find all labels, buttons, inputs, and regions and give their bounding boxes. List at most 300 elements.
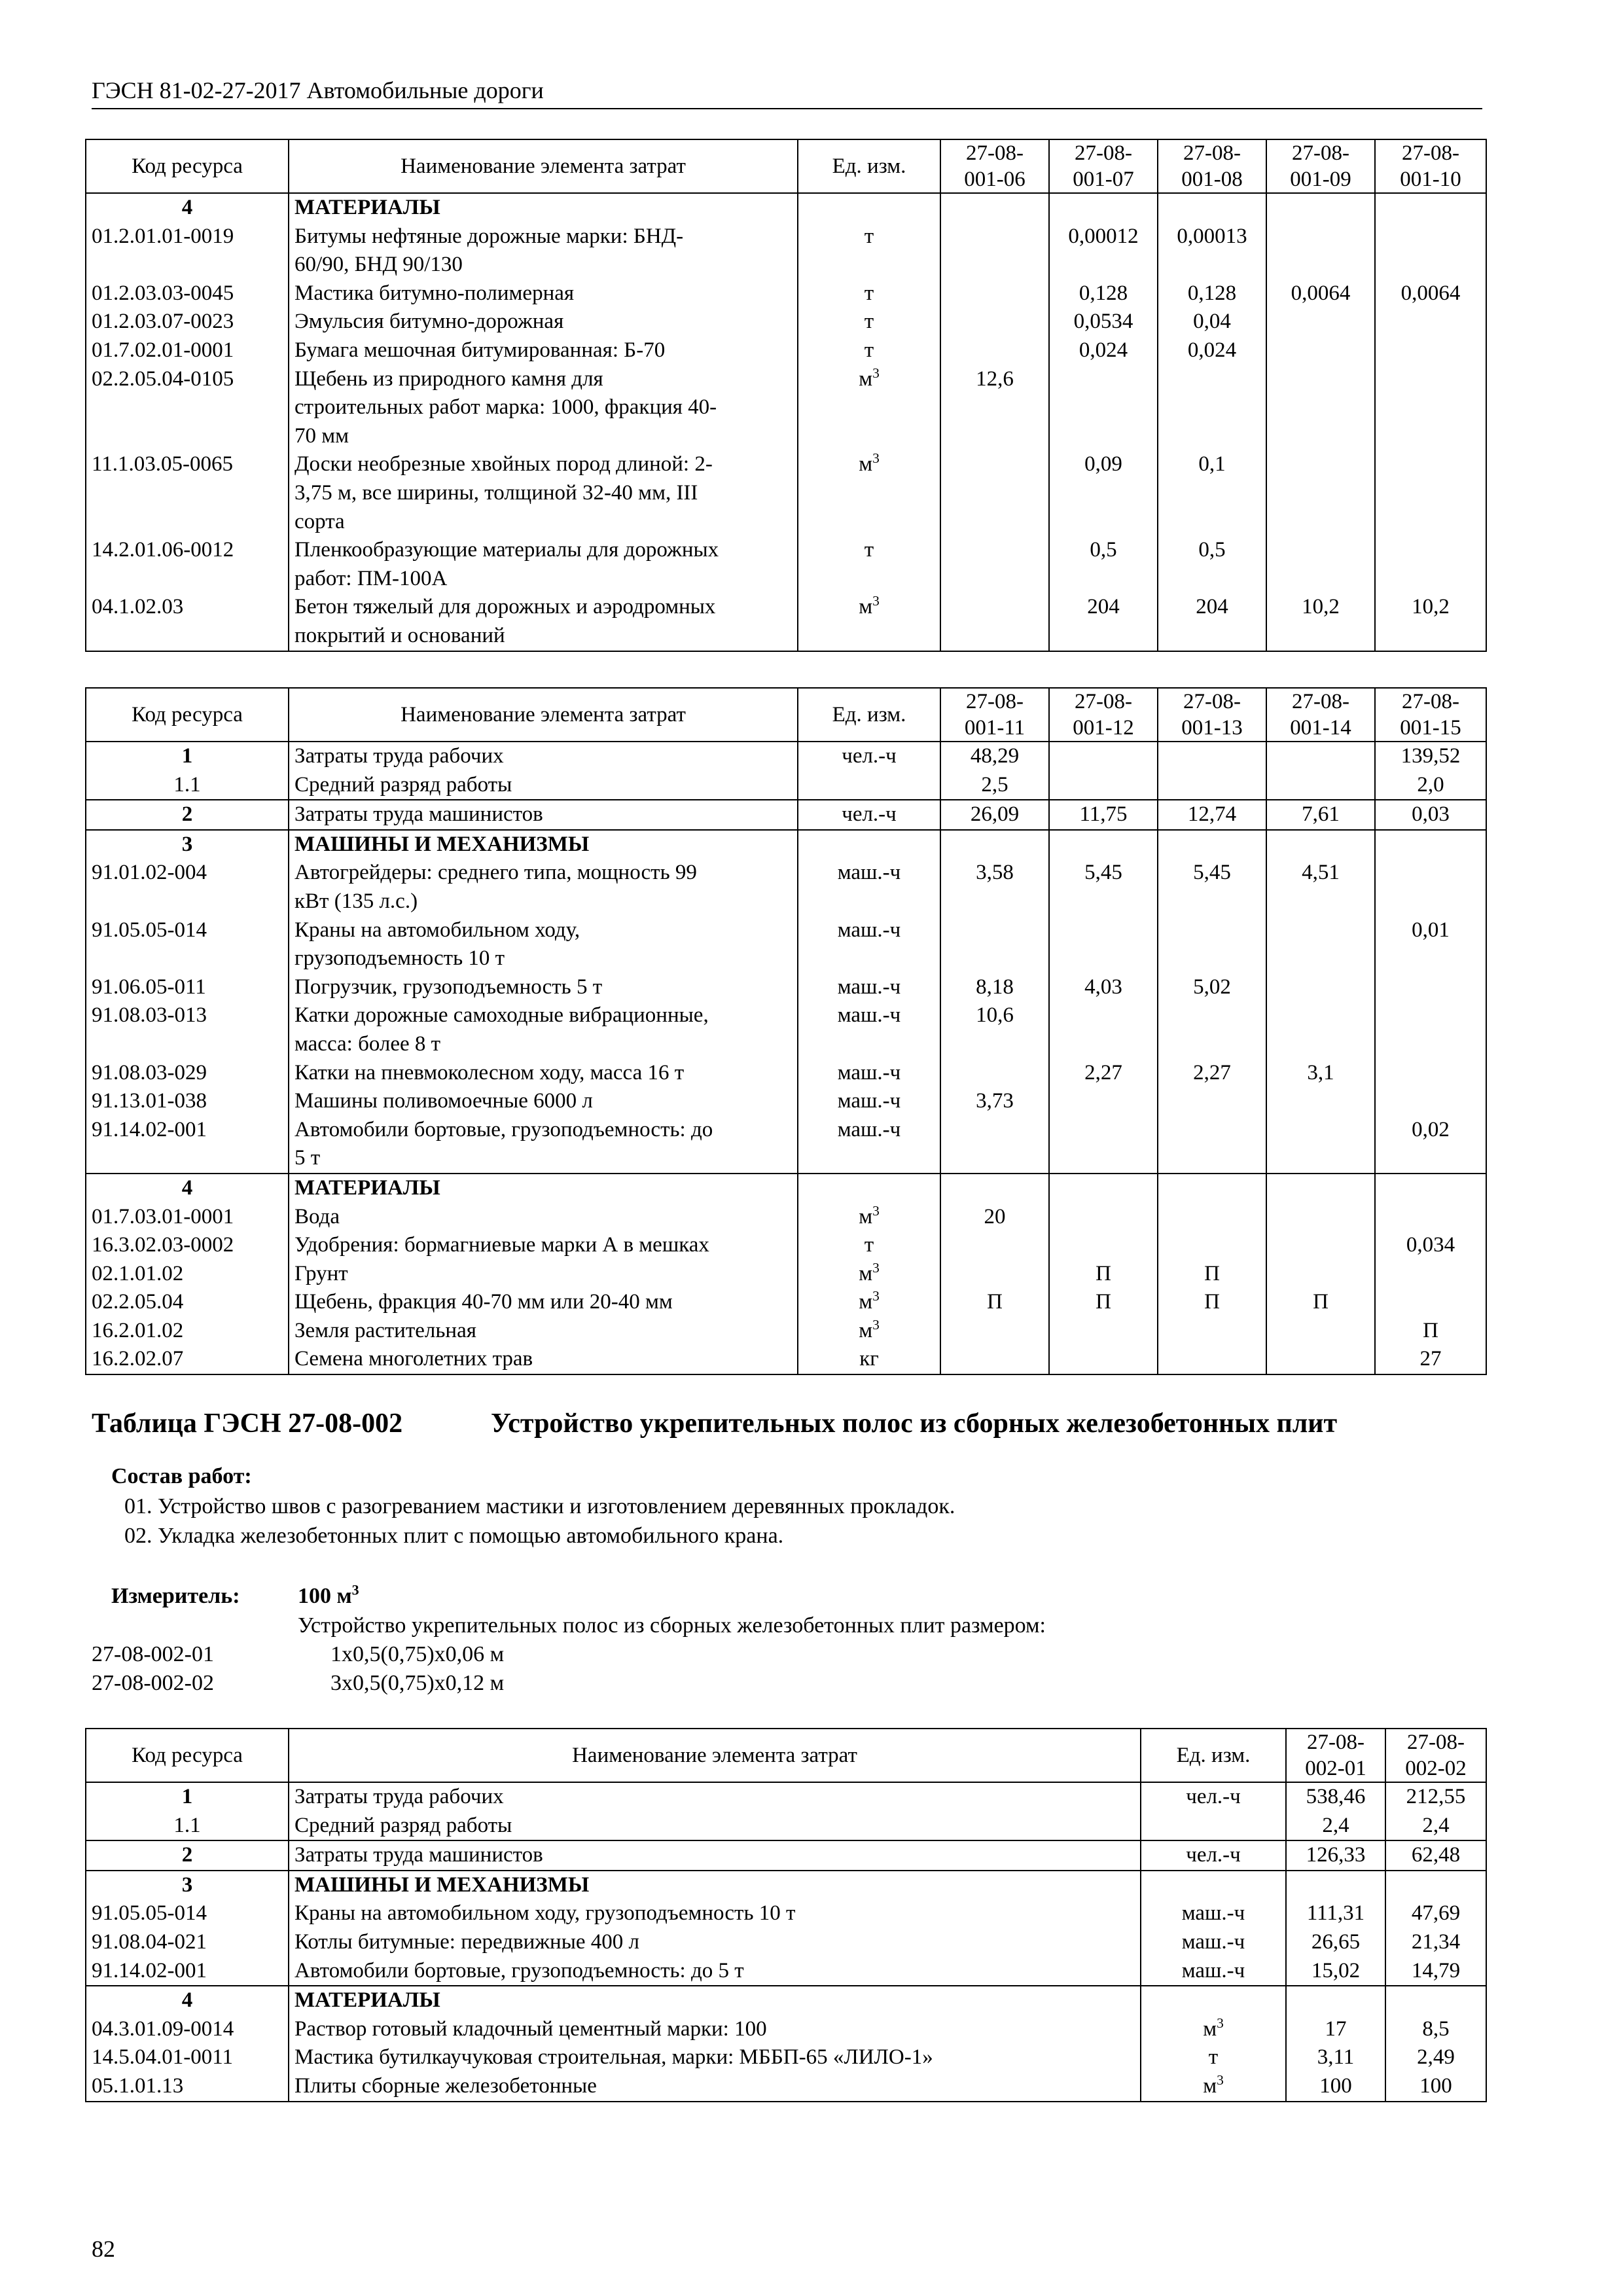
resource-code: 04.3.01.09-0014 (86, 2015, 289, 2044)
norm-value (1286, 1986, 1385, 2015)
variant-code: 27-08-002-01 (92, 1642, 214, 1666)
norm-value (1266, 365, 1375, 451)
norm-value: 111,31 (1286, 1899, 1385, 1928)
table-row (86, 1871, 1486, 1900)
norm-value: 0,0534 (1049, 308, 1158, 336)
norm-value: 26,65 (1286, 1928, 1385, 1957)
norm-value (940, 223, 1049, 279)
norm-value: 26,09 (940, 800, 1049, 830)
norm-value (1158, 1087, 1266, 1116)
resource-name: Автомобили бортовые, грузоподъемность: до 5 т (289, 1957, 1141, 1986)
norm-value (1375, 450, 1486, 536)
norm-value (1049, 1231, 1158, 1260)
resource-name: Пленкообразующие материалы для дорожных работ: ПМ-100А (289, 536, 798, 593)
norm-value (1286, 1871, 1385, 1900)
table-row (86, 916, 1486, 973)
norm-value (1266, 193, 1375, 223)
header-name: Наименование элемента затрат (289, 1729, 1141, 1782)
norm-value (1049, 742, 1158, 771)
norm-value (1375, 1203, 1486, 1232)
norm-value: 0,024 (1158, 336, 1266, 365)
resource-name: Краны на автомобильном ходу, грузоподъемность 10 т (289, 1899, 1141, 1928)
norm-value: 2,4 (1385, 1812, 1486, 1841)
resource-code: 3 (86, 1871, 289, 1900)
norm-value (1049, 1001, 1158, 1058)
table-row (86, 1001, 1486, 1058)
table-row (86, 1899, 1486, 1928)
resource-code: 3 (86, 830, 289, 859)
table-row (86, 1928, 1486, 1957)
resource-name: Затраты труда машинистов (289, 1840, 1141, 1871)
header-code: Код ресурса (86, 688, 289, 742)
resource-code: 2 (86, 1840, 289, 1871)
unit: маш.-ч (798, 973, 940, 1002)
norm-value (1266, 1260, 1375, 1289)
norm-value (1158, 1174, 1266, 1203)
resource-code: 91.13.01-038 (86, 1087, 289, 1116)
resource-code: 14.5.04.01-0011 (86, 2043, 289, 2072)
norm-value (940, 916, 1049, 973)
header-rate-code: 27-08- 001-06 (940, 139, 1049, 193)
norm-value: 2,27 (1158, 1059, 1266, 1088)
norm-value: 5,45 (1049, 859, 1158, 916)
header-row (86, 688, 1486, 742)
resource-name: Машины поливомоечные 6000 л (289, 1087, 798, 1116)
resource-code: 11.1.03.05-0065 (86, 450, 289, 536)
norm-value: 2,49 (1385, 2043, 1486, 2072)
resource-code: 1 (86, 742, 289, 771)
unit: маш.-ч (1141, 1899, 1286, 1928)
resource-name: Щебень из природного камня для строительных работ марка: 1000, фракция 40- 70 мм (289, 365, 798, 451)
norm-value (1375, 1087, 1486, 1116)
norm-value (1385, 1986, 1486, 2015)
norm-value (1049, 1087, 1158, 1116)
header-rate-code: 27-08- 001-09 (1266, 139, 1375, 193)
work-composition-heading: Состав работ: (111, 1464, 252, 1488)
resource-code: 4 (86, 1986, 289, 2015)
norm-value (1266, 1203, 1375, 1232)
resource-code: 4 (86, 1174, 289, 1203)
unit (798, 771, 940, 800)
norm-value: 15,02 (1286, 1957, 1385, 1986)
norm-value (1049, 830, 1158, 859)
table-row (86, 1059, 1486, 1088)
resource-name: Грунт (289, 1260, 798, 1289)
header-rate-code: 27-08- 001-11 (940, 688, 1049, 742)
norm-value: П (1049, 1288, 1158, 1317)
resource-code: 91.01.02-004 (86, 859, 289, 916)
norm-value (940, 450, 1049, 536)
norm-value (1158, 193, 1266, 223)
norm-value: 48,29 (940, 742, 1049, 771)
resource-code: 91.05.05-014 (86, 916, 289, 973)
norm-value (1158, 1317, 1266, 1346)
norm-value: 62,48 (1385, 1840, 1486, 1871)
norm-value: 2,0 (1375, 771, 1486, 800)
norm-value: 538,46 (1286, 1782, 1385, 1812)
table-row (86, 593, 1486, 651)
norm-value (940, 1059, 1049, 1088)
resource-name: Земля растительная (289, 1317, 798, 1346)
page-number: 82 (92, 2236, 115, 2262)
unit (798, 830, 940, 859)
resource-code: 91.08.04-021 (86, 1928, 289, 1957)
unit (1141, 1986, 1286, 2015)
norm-value (940, 193, 1049, 223)
norm-value (1049, 1174, 1158, 1203)
norm-value: 3,73 (940, 1087, 1049, 1116)
header-unit: Ед. изм. (798, 688, 940, 742)
table-row (86, 1782, 1486, 1812)
norm-value: 0,04 (1158, 308, 1266, 336)
norm-value (1049, 365, 1158, 451)
norm-value: 0,03 (1375, 800, 1486, 830)
norm-value (940, 1345, 1049, 1374)
unit: чел.-ч (1141, 1782, 1286, 1812)
resource-code: 02.2.05.04-0105 (86, 365, 289, 451)
norm-value: 0,5 (1158, 536, 1266, 593)
norm-value: 100 (1385, 2072, 1486, 2102)
resource-code: 91.08.03-029 (86, 1059, 289, 1088)
norm-value: 3,11 (1286, 2043, 1385, 2072)
norm-value: 0,024 (1049, 336, 1158, 365)
resource-code: 16.3.02.03-0002 (86, 1231, 289, 1260)
norm-value: 204 (1158, 593, 1266, 651)
norm-value: П (1158, 1288, 1266, 1317)
table-row (86, 830, 1486, 859)
norm-value (1158, 1116, 1266, 1174)
resource-code: 04.1.02.03 (86, 593, 289, 651)
norm-value (1049, 771, 1158, 800)
unit: т (798, 1231, 940, 1260)
norm-value (1158, 771, 1266, 800)
resource-name: МАТЕРИАЛЫ (289, 1174, 798, 1203)
unit: $м^3$ (798, 1288, 940, 1317)
unit: т (1141, 2043, 1286, 2072)
norm-value: 2,5 (940, 771, 1049, 800)
norm-value (1266, 830, 1375, 859)
resource-name: МАТЕРИАЛЫ (289, 193, 798, 223)
resource-name: Катки на пневмоколесном ходу, масса 16 т (289, 1059, 798, 1088)
resource-code: 91.14.02-001 (86, 1116, 289, 1174)
resource-name: Битумы нефтяные дорожные марки: БНД- 60/90, БНД 90/130 (289, 223, 798, 279)
resource-name: Затраты труда рабочих (289, 1782, 1141, 1812)
header-rate-code: 27-08- 002-02 (1385, 1729, 1486, 1782)
unit: $м^3$ (798, 450, 940, 536)
norm-value: 0,09 (1049, 450, 1158, 536)
measure-value: 100 $м^3$ (298, 1581, 359, 1608)
norm-value: 212,55 (1385, 1782, 1486, 1812)
header-code: Код ресурса (86, 139, 289, 193)
table-row (86, 1231, 1486, 1260)
norm-value (1049, 1203, 1158, 1232)
norm-value (1375, 1059, 1486, 1088)
norm-value (1158, 916, 1266, 973)
header-rate-code: 27-08- 001-08 (1158, 139, 1266, 193)
unit: маш.-ч (798, 916, 940, 973)
unit: $м^3$ (1141, 2015, 1286, 2044)
norm-value: 20 (940, 1203, 1049, 1232)
resource-code: 01.7.02.01-0001 (86, 336, 289, 365)
norm-value: 47,69 (1385, 1899, 1486, 1928)
table-row (86, 1986, 1486, 2015)
resources-table-001-06-10 (85, 139, 1487, 652)
norm-value (1158, 1001, 1266, 1058)
norm-value (1375, 1001, 1486, 1058)
norm-value: 10,2 (1266, 593, 1375, 651)
resource-code: 01.2.03.07-0023 (86, 308, 289, 336)
table-row (86, 536, 1486, 593)
variant-code: 27-08-002-02 (92, 1671, 214, 1695)
resource-code: 91.08.03-013 (86, 1001, 289, 1058)
norm-value: 0,128 (1158, 279, 1266, 308)
norm-value (1158, 1231, 1266, 1260)
resource-name: Вода (289, 1203, 798, 1232)
norm-value: 14,79 (1385, 1957, 1486, 1986)
norm-value (940, 593, 1049, 651)
norm-value: 0,00012 (1049, 223, 1158, 279)
norm-value: П (940, 1288, 1049, 1317)
norm-value (1375, 536, 1486, 593)
work-composition-item: 01. Устройство швов с разогреванием мастики и изготовлением деревянных прокладок. (124, 1494, 955, 1518)
norm-value (1375, 973, 1486, 1002)
table-row (86, 859, 1486, 916)
resource-name: Затраты труда машинистов (289, 800, 798, 830)
resource-name: Погрузчик, грузоподъемность 5 т (289, 973, 798, 1002)
norm-value: 0,0064 (1266, 279, 1375, 308)
work-composition-item: 02. Укладка железобетонных плит с помощью автомобильного крана. (124, 1524, 784, 1548)
table-row (86, 1812, 1486, 1841)
header-unit: Ед. изм. (1141, 1729, 1286, 1782)
resource-name: Катки дорожные самоходные вибрационные, масса: более 8 т (289, 1001, 798, 1058)
resource-name: Мастика бутилкаучуковая строительная, марки: МББП-65 «ЛИЛО-1» (289, 2043, 1141, 2072)
resource-name: Затраты труда рабочих (289, 742, 798, 771)
resource-code: 14.2.01.06-0012 (86, 536, 289, 593)
resource-code: 16.2.02.07 (86, 1345, 289, 1374)
unit (798, 1174, 940, 1203)
norm-value (940, 1260, 1049, 1289)
norm-value: 12,6 (940, 365, 1049, 451)
norm-value (1266, 1317, 1375, 1346)
resource-code: 91.14.02-001 (86, 1957, 289, 1986)
norm-value (1049, 1317, 1158, 1346)
table-row (86, 1116, 1486, 1174)
norm-value (1049, 1116, 1158, 1174)
resource-name: Средний разряд работы (289, 1812, 1141, 1841)
norm-value: П (1375, 1317, 1486, 1346)
norm-value: 4,51 (1266, 859, 1375, 916)
unit: маш.-ч (798, 1116, 940, 1174)
norm-value (1049, 1345, 1158, 1374)
resource-code: 4 (86, 193, 289, 223)
norm-value (1266, 223, 1375, 279)
norm-value (1375, 336, 1486, 365)
norm-value (1266, 536, 1375, 593)
header-rate-code: 27-08- 001-10 (1375, 139, 1486, 193)
resource-code: 2 (86, 800, 289, 830)
table-row (86, 1174, 1486, 1203)
unit: т (798, 308, 940, 336)
table-row (86, 800, 1486, 830)
table-row (86, 279, 1486, 308)
resource-code: 02.2.05.04 (86, 1288, 289, 1317)
norm-value: 17 (1286, 2015, 1385, 2044)
norm-value (1049, 916, 1158, 973)
header-row (86, 1729, 1486, 1782)
resource-name: МАШИНЫ И МЕХАНИЗМЫ (289, 1871, 1141, 1900)
unit: маш.-ч (798, 1059, 940, 1088)
norm-value: 8,18 (940, 973, 1049, 1002)
resource-code: 01.7.03.01-0001 (86, 1203, 289, 1232)
unit: т (798, 336, 940, 365)
norm-value (1375, 859, 1486, 916)
resource-name: Бумага мешочная битумированная: Б-70 (289, 336, 798, 365)
norm-value (1375, 308, 1486, 336)
resources-table-002 (85, 1728, 1487, 2102)
resource-code: 02.1.01.02 (86, 1260, 289, 1289)
resource-name: Доски необрезные хвойных пород длиной: 2- 3,75 м, все ширины, толщиной 32-40 мм, III сорта (289, 450, 798, 536)
norm-value (1158, 1345, 1266, 1374)
unit: маш.-ч (1141, 1957, 1286, 1986)
norm-value (1266, 916, 1375, 973)
norm-value (1049, 193, 1158, 223)
header-code: Код ресурса (86, 1729, 289, 1782)
norm-value (1266, 1174, 1375, 1203)
table-row (86, 771, 1486, 800)
norm-value: 0,01 (1375, 916, 1486, 973)
norm-value: 27 (1375, 1345, 1486, 1374)
norm-value: 8,5 (1385, 2015, 1486, 2044)
norm-value: 204 (1049, 593, 1158, 651)
norm-value (1158, 742, 1266, 771)
norm-value: 2,4 (1286, 1812, 1385, 1841)
table-row (86, 193, 1486, 223)
norm-value: 0,1 (1158, 450, 1266, 536)
resource-code: 1.1 (86, 1812, 289, 1841)
table-row (86, 1345, 1486, 1374)
norm-value (1266, 336, 1375, 365)
unit: т (798, 279, 940, 308)
norm-value (1266, 1116, 1375, 1174)
norm-value (1266, 973, 1375, 1002)
norm-value (940, 336, 1049, 365)
unit: $м^3$ (798, 1317, 940, 1346)
header-rate-code: 27-08- 001-12 (1049, 688, 1158, 742)
norm-value: 3,58 (940, 859, 1049, 916)
resource-code: 16.2.01.02 (86, 1317, 289, 1346)
norm-value (940, 536, 1049, 593)
resource-name: МАШИНЫ И МЕХАНИЗМЫ (289, 830, 798, 859)
norm-value (1375, 365, 1486, 451)
unit: маш.-ч (798, 859, 940, 916)
resource-code: 01.2.03.03-0045 (86, 279, 289, 308)
resource-name: Эмульсия битумно-дорожная (289, 308, 798, 336)
norm-value (1266, 308, 1375, 336)
norm-value (1385, 1871, 1486, 1900)
header-name: Наименование элемента затрат (289, 688, 798, 742)
unit: т (798, 536, 940, 593)
resource-name: МАТЕРИАЛЫ (289, 1986, 1141, 2015)
header-rule (92, 108, 1482, 109)
unit: т (798, 223, 940, 279)
norm-value: 0,0064 (1375, 279, 1486, 308)
norm-value (1375, 1288, 1486, 1317)
norm-value (940, 1231, 1049, 1260)
unit: маш.-ч (798, 1001, 940, 1058)
table-row (86, 742, 1486, 771)
resource-name: Плиты сборные железобетонные (289, 2072, 1141, 2102)
table-title (92, 1407, 1338, 1440)
norm-value: 5,45 (1158, 859, 1266, 916)
norm-value: 0,5 (1049, 536, 1158, 593)
unit: чел.-ч (798, 800, 940, 830)
norm-value (1266, 1345, 1375, 1374)
norm-value (1158, 1203, 1266, 1232)
norm-value (1375, 1260, 1486, 1289)
table-row (86, 1957, 1486, 1986)
norm-value (1375, 830, 1486, 859)
table-row (86, 308, 1486, 336)
header-rate-code: 27-08- 002-01 (1286, 1729, 1385, 1782)
unit (1141, 1871, 1286, 1900)
norm-value (940, 279, 1049, 308)
norm-value: П (1266, 1288, 1375, 1317)
header-rate-code: 27-08- 001-13 (1158, 688, 1266, 742)
norm-value: 7,61 (1266, 800, 1375, 830)
header-rate-code: 27-08- 001-07 (1049, 139, 1158, 193)
table-row (86, 1260, 1486, 1289)
norm-value: 10,6 (940, 1001, 1049, 1058)
unit: маш.-ч (798, 1087, 940, 1116)
table-row (86, 2015, 1486, 2044)
unit: $м^3$ (798, 365, 940, 451)
norm-value: 2,27 (1049, 1059, 1158, 1088)
norm-value: 0,02 (1375, 1116, 1486, 1174)
resource-code: 1.1 (86, 771, 289, 800)
norm-value (1266, 771, 1375, 800)
norm-value (1375, 193, 1486, 223)
resource-code: 91.05.05-014 (86, 1899, 289, 1928)
norm-value (1375, 1174, 1486, 1203)
norm-value: 100 (1286, 2072, 1385, 2102)
measure-label: Измеритель: (111, 1584, 240, 1608)
resource-code: 91.06.05-011 (86, 973, 289, 1002)
table-row (86, 336, 1486, 365)
resource-name: Автомобили бортовые, грузоподъемность: до 5 т (289, 1116, 798, 1174)
resource-name: Мастика битумно-полимерная (289, 279, 798, 308)
norm-value (940, 1317, 1049, 1346)
header-name: Наименование элемента затрат (289, 139, 798, 193)
table-title-label: Таблица ГЭСН 27-08-002 (92, 1408, 403, 1439)
unit: чел.-ч (798, 742, 940, 771)
table-row (86, 365, 1486, 451)
header-row (86, 139, 1486, 193)
norm-value: 21,34 (1385, 1928, 1486, 1957)
variant-description: 3х0,5(0,75)х0,12 м (330, 1671, 505, 1695)
norm-value (1375, 223, 1486, 279)
header-rate-code: 27-08- 001-14 (1266, 688, 1375, 742)
norm-value: П (1049, 1260, 1158, 1289)
norm-value: 0,00013 (1158, 223, 1266, 279)
table-row (86, 2043, 1486, 2072)
norm-value (940, 830, 1049, 859)
norm-value: 3,1 (1266, 1059, 1375, 1088)
norm-value: 11,75 (1049, 800, 1158, 830)
resource-name: Удобрения: бормагниевые марки А в мешках (289, 1231, 798, 1260)
resource-code: 05.1.01.13 (86, 2072, 289, 2102)
norm-value: П (1158, 1260, 1266, 1289)
table-row (86, 1317, 1486, 1346)
